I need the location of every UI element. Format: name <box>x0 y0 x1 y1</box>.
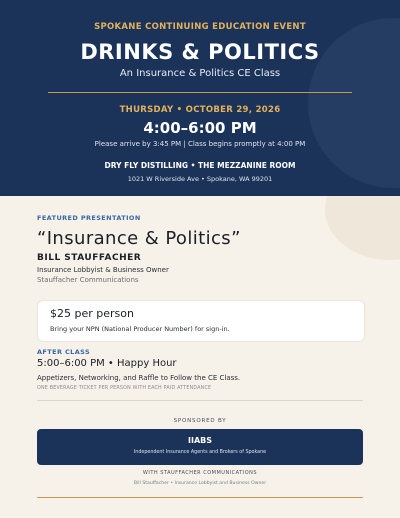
featured-label: FEATURED PRESENTATION <box>37 214 141 222</box>
event-time: 4:00–6:00 PM <box>143 119 257 137</box>
speaker-name: BILL STAUFFACHER <box>37 253 142 263</box>
price-card <box>37 300 365 342</box>
sponsored-label: SPONSORED BY <box>173 418 227 424</box>
sponsor-box <box>37 429 363 465</box>
happy-hour-description: Appetizers, Networking, and Raffle to Follow the CE Class. <box>37 374 241 382</box>
co-sponsor-label: WITH STAUFFACHER COMMUNICATIONS <box>142 470 258 476</box>
venue-address: 1021 W Riverside Ave • Spokane, WA 99201 <box>127 175 273 183</box>
price-note: Bring your NPN (National Producer Number) for sign-in. <box>50 325 230 333</box>
bottom-divider <box>37 497 363 498</box>
arrival-note: Please arrive by 3:45 PM | Class begins promptly at 4:00 PM <box>94 140 306 148</box>
speaker-role: Insurance Lobbyist & Business Owner <box>37 266 169 274</box>
event-date: THURSDAY • OCTOBER 29, 2026 <box>119 105 281 115</box>
event-eyebrow: SPOKANE CONTINUING EDUCATION EVENT <box>94 22 306 32</box>
section-divider <box>37 400 363 401</box>
hero-divider <box>48 92 352 93</box>
price: $25 per person <box>50 307 134 320</box>
happy-hour-headline: 5:00–6:00 PM • Happy Hour <box>37 358 177 369</box>
speaker-organization: Stauffacher Communications <box>37 276 139 284</box>
hero-banner <box>0 0 400 196</box>
venue-name: DRY FLY DISTILLING • THE MEZZANINE ROOM <box>104 161 296 170</box>
sponsor-full-name: Independent Insurance Agents and Brokers of Spokane <box>133 450 267 455</box>
event-subtitle: An Insurance & Politics CE Class <box>119 68 281 79</box>
after-class-label: AFTER CLASS <box>37 348 91 356</box>
happy-hour-fine-print: ONE BEVERAGE TICKET PER PERSON WITH EACH PAID ATTENDANCE <box>37 386 212 391</box>
presentation-title: “Insurance & Politics” <box>37 228 241 249</box>
sponsor-name: IIABS <box>187 436 212 445</box>
event-title: DRINKS & POLITICS <box>80 40 320 64</box>
co-sponsor-detail: Bill Stauffacher • Insurance Lobbyist and Business Owner <box>133 481 267 486</box>
